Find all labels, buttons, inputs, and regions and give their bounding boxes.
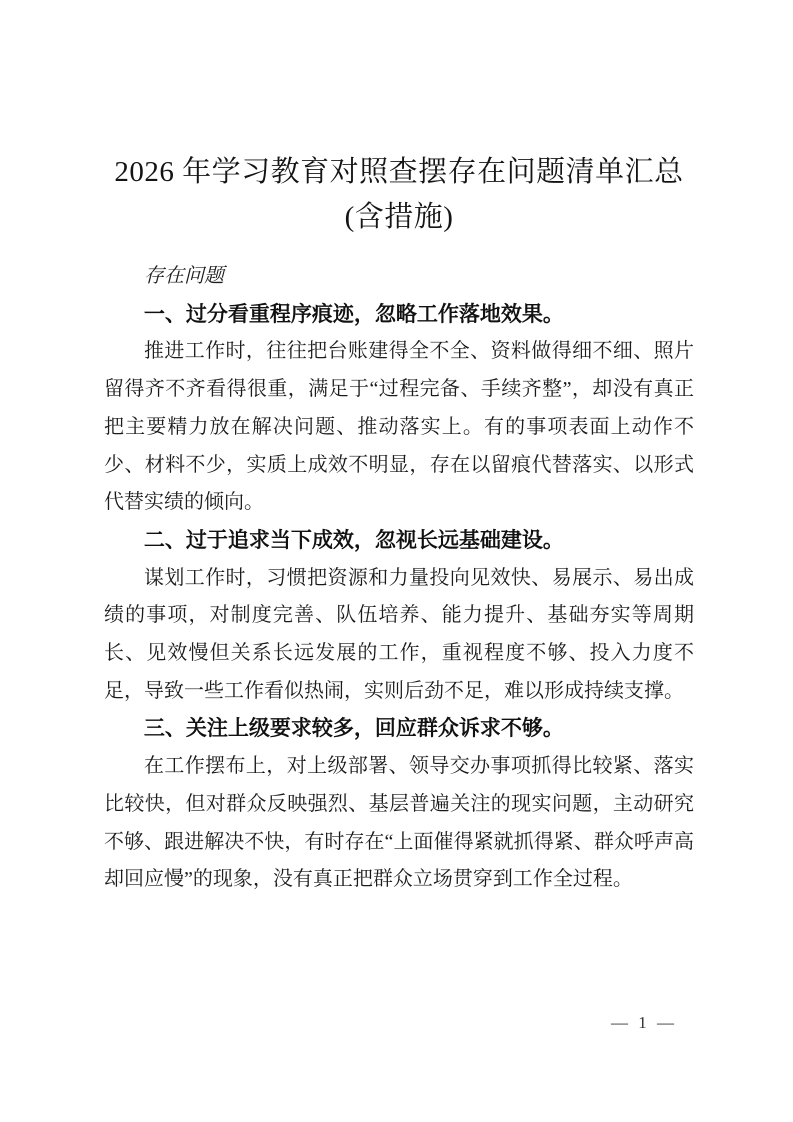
document-title <box>104 150 694 240</box>
title-line-1: 2026 年学习教育对照查摆存在问题清单汇总 <box>114 156 684 188</box>
section-label: 存在问题 <box>144 265 224 287</box>
problem-paragraph-2: 谋划工作时，习惯把资源和力量投向见效快、易展示、易出成绩的事项，对制度完善、队伍培养、能力提升、基础夯实等周期长、见效慢但关系长远发展的工作，重视程度不够、投入力度不足，导致一些工作看似热闹，实则后劲不足，难以形成持续支撑。 <box>104 566 694 702</box>
problem-heading-3: 三、关注上级要求较多，回应群众诉求不够。 <box>143 717 564 741</box>
problem-paragraph-3: 在工作摆布上，对上级部署、领导交办事项抓得比较紧、落实比较快，但对群众反映强烈、基层普遍关注的现实问题，主动研究不够、跟进解决不快，有时存在“上面催得紧就抓得紧、群众呼声高却回应慢”的现象，没有真正把群众立场贯穿到工作全过程。 <box>104 755 694 891</box>
problem-heading-1: 一、过分看重程序痕迹，忽略工作落地效果。 <box>143 302 564 326</box>
problem-heading-2: 二、过于追求当下成效，忽视长远基础建设。 <box>143 528 564 552</box>
problem-paragraph-1: 推进工作时，往往把台账建得全不全、资料做得细不细、照片留得齐不齐看得很重，满足于“过程完备、手续齐整”，却没有真正把主要精力放在解决问题、推动落实上。有的事项表面上动作不少、材料不少，实质上成效不明显，存在以留痕代替落实、以形式代替实绩的倾向。 <box>104 340 694 514</box>
page-number: — 1 — <box>611 1013 677 1032</box>
title-line-2: (含措施) <box>344 201 454 233</box>
